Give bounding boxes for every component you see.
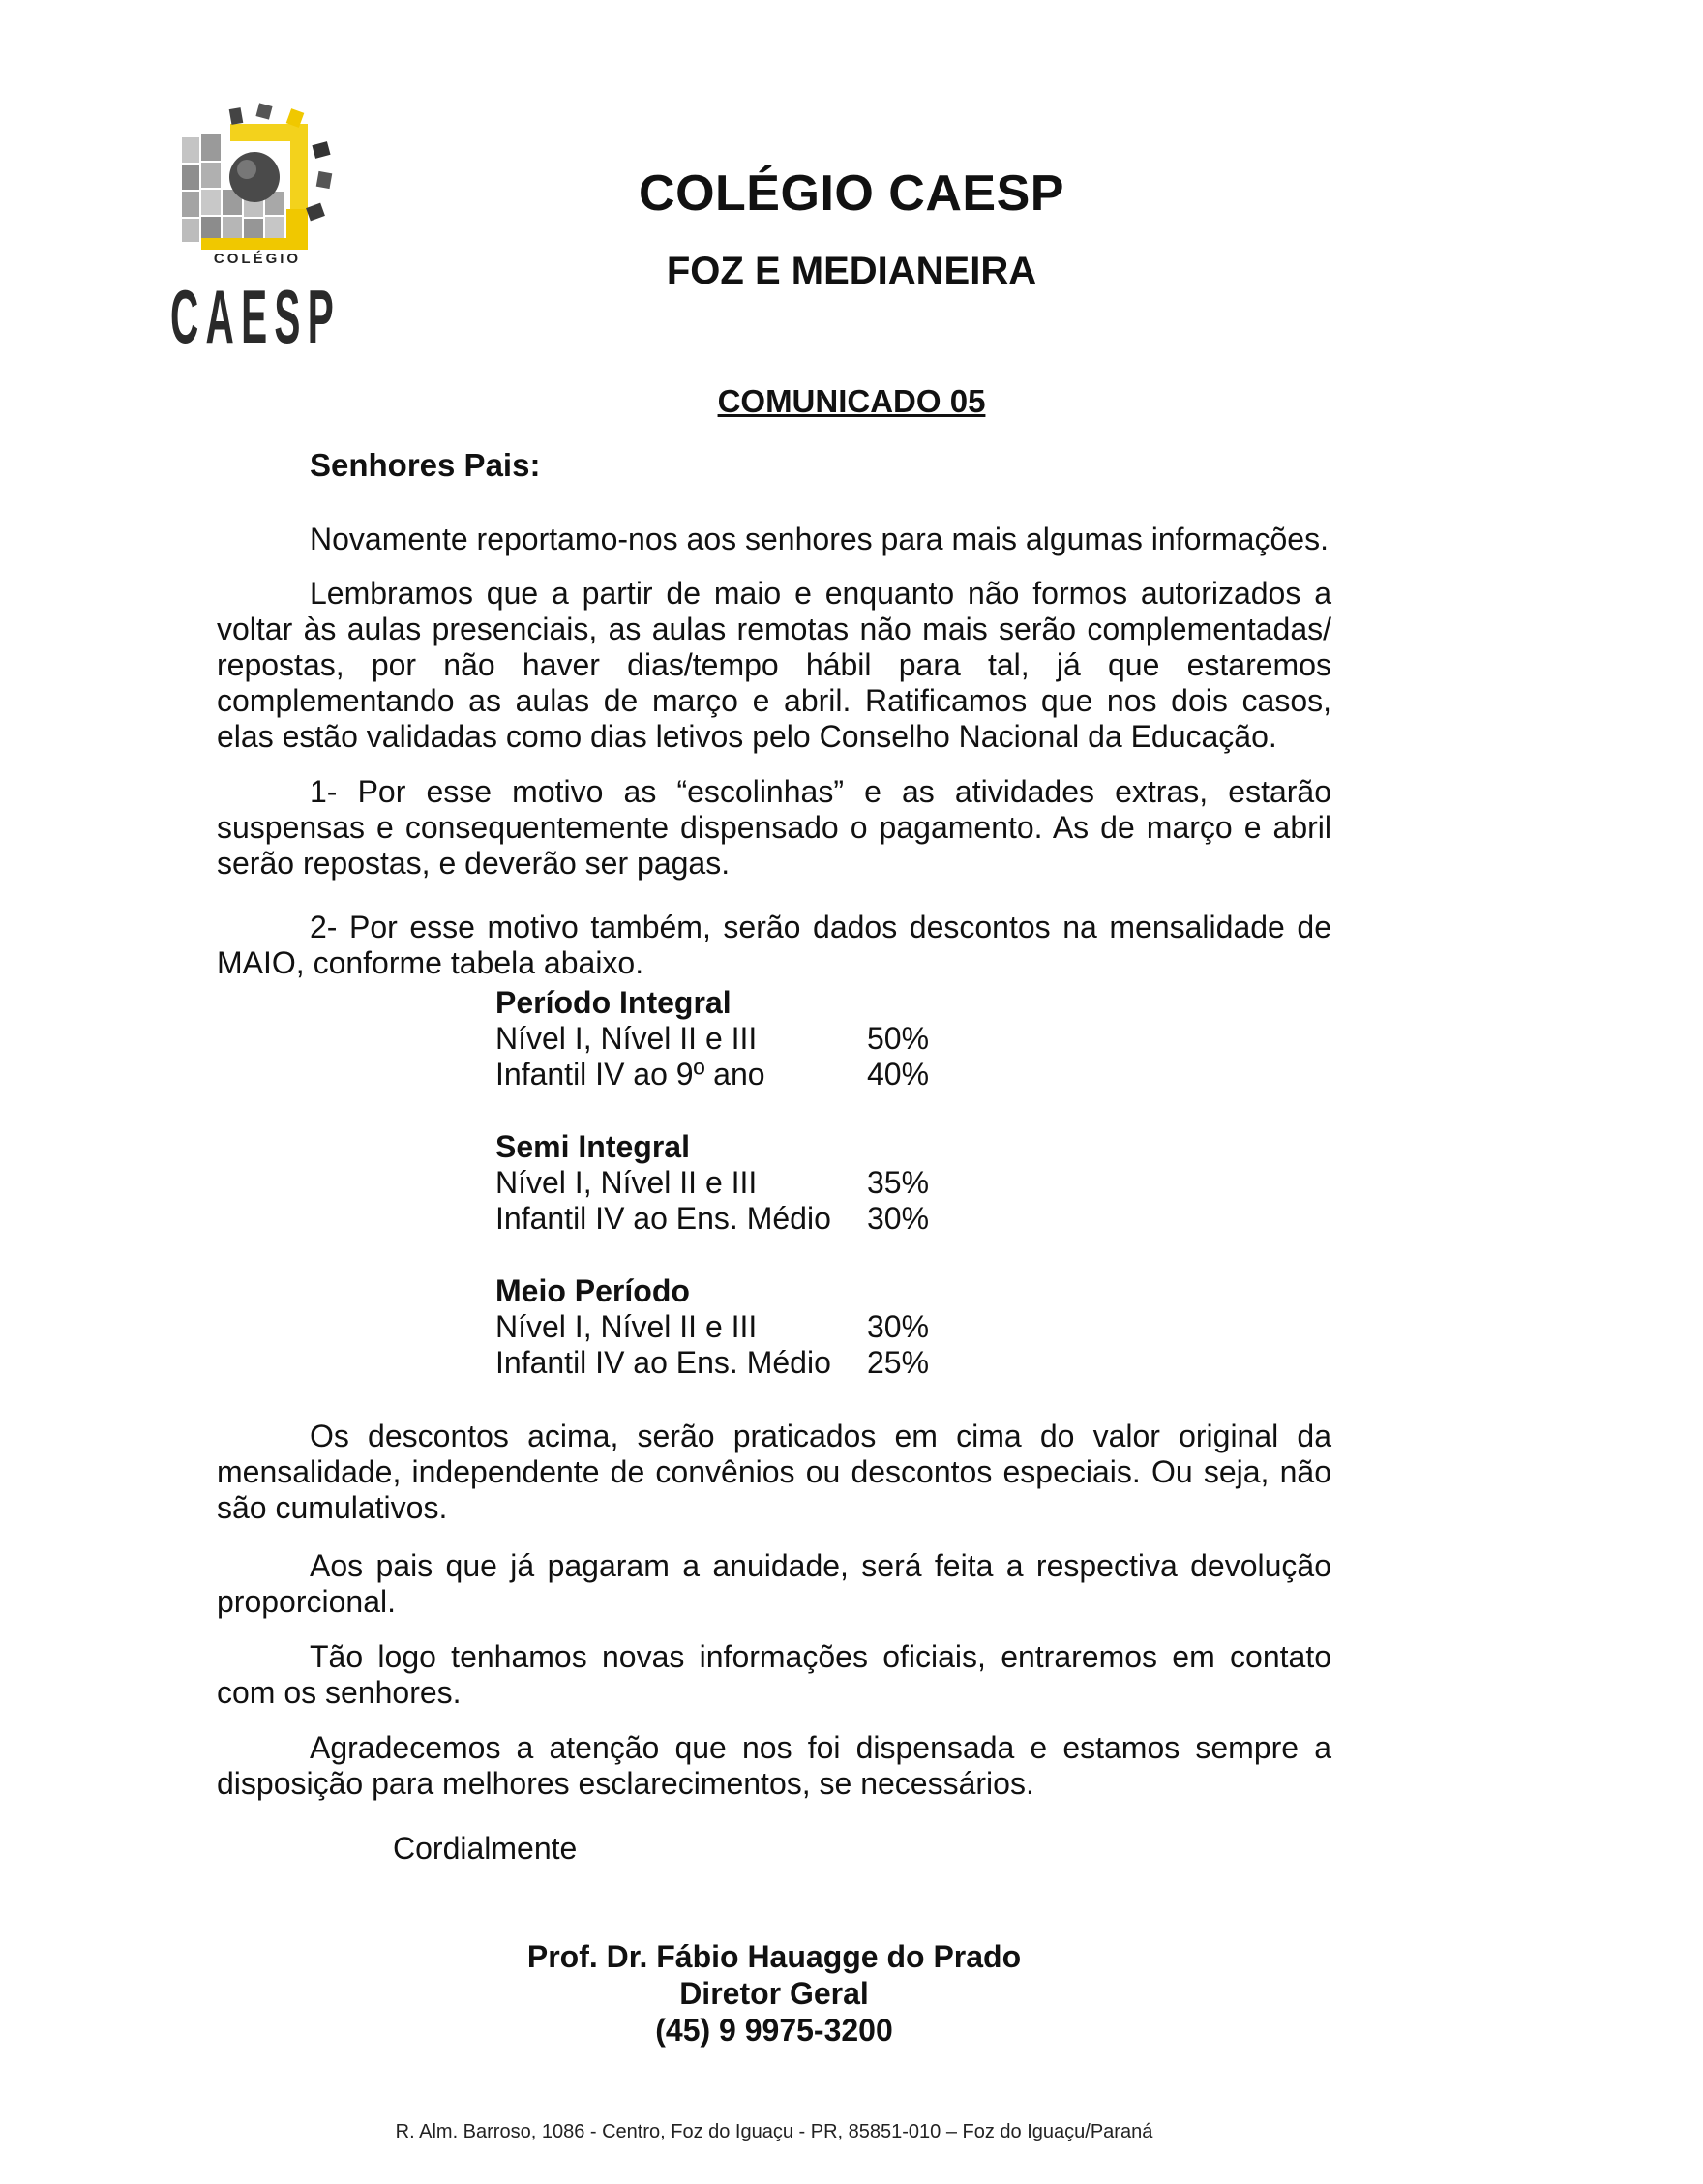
paragraph-thanks: Agradecemos a atenção que nos foi dispensada e estamos sempre a disposição para melhores esclarecimentos, se necessários. xyxy=(217,1730,1331,1801)
signature-name: Prof. Dr. Fábio Hauagge do Prado xyxy=(526,1939,1022,1974)
row-value: 30% xyxy=(867,1309,930,1344)
notice-title: COMUNICADO 05 xyxy=(717,383,986,419)
section-heading-periodo-integral: Período Integral xyxy=(495,985,732,1020)
section-heading-semi-integral: Semi Integral xyxy=(495,1129,690,1164)
table-row xyxy=(495,1309,929,1345)
greeting: Senhores Pais: xyxy=(310,447,541,483)
signature-role: Diretor Geral xyxy=(679,1976,869,2011)
row-label: Infantil IV ao Ens. Médio xyxy=(495,1345,831,1380)
school-subtitle: FOZ E MEDIANEIRA xyxy=(666,250,1037,292)
logo-main-text: CAESP xyxy=(170,274,341,359)
section-heading-meio-periodo: Meio Período xyxy=(495,1273,690,1308)
table-row xyxy=(495,1345,929,1381)
row-label: Nível I, Nível II e III xyxy=(495,1309,758,1344)
paragraph-new-info: Tão logo tenhamos novas informações oficiais, entraremos em contato com os senhores. xyxy=(217,1639,1331,1710)
caesp-logo xyxy=(163,105,356,359)
paragraph-discount-rules: Os descontos acima, serão praticados em cima do valor original da mensalidade, independente de convênios ou descontos especiais. Ou seja, não são cumulativos. xyxy=(217,1419,1331,1525)
row-label: Infantil IV ao Ens. Médio xyxy=(495,1201,831,1236)
paragraph-item-2: 2- Por esse motivo também, serão dados descontos na mensalidade de MAIO, conforme tabela abaixo. xyxy=(217,910,1331,980)
paragraph-item-1: 1- Por esse motivo as “escolinhas” e as atividades extras, estarão suspensas e consequentemente dispensado o pagamento. As de março e abril serão repostas, e deverão ser pagas. xyxy=(217,774,1331,881)
row-value: 50% xyxy=(867,1021,930,1056)
logo-top-text: COLÉGIO xyxy=(213,251,302,267)
row-value: 40% xyxy=(867,1057,930,1092)
row-label: Infantil IV ao 9º ano xyxy=(495,1057,765,1092)
row-value: 35% xyxy=(867,1165,930,1200)
table-row xyxy=(495,1201,929,1237)
row-label: Nível I, Nível II e III xyxy=(495,1165,758,1200)
school-name: COLÉGIO CAESP xyxy=(639,165,1064,222)
paragraph-intro: Novamente reportamo-nos aos senhores para mais algumas informações. xyxy=(310,522,1329,556)
paragraph-remote-classes: Lembramos que a partir de maio e enquanto não formos autorizados a voltar às aulas presenciais, as aulas remotas não mais serão complementadas/ repostas, por não haver dias/tempo hábil para tal, já que estaremos complementando as aulas de março e abril. Ratificamos que nos dois casos, elas estão validadas como dias letivos pelo Conselho Nacional da Educação. xyxy=(217,576,1331,754)
row-value: 25% xyxy=(867,1345,930,1380)
table-row xyxy=(495,1021,929,1057)
footer-address: R. Alm. Barroso, 1086 - Centro, Foz do Iguaçu - PR, 85851-010 – Foz do Iguaçu/Paraná xyxy=(395,2121,1153,2142)
table-row xyxy=(495,1165,929,1201)
table-row xyxy=(495,1057,929,1092)
signature-phone: (45) 9 9975-3200 xyxy=(655,2013,893,2048)
closing: Cordialmente xyxy=(393,1831,578,1866)
row-label: Nível I, Nível II e III xyxy=(495,1021,758,1056)
discount-table xyxy=(495,985,929,1381)
row-value: 30% xyxy=(867,1201,930,1236)
paragraph-annual-refund: Aos pais que já pagaram a anuidade, será feita a respectiva devolução proporcional. xyxy=(217,1548,1331,1619)
